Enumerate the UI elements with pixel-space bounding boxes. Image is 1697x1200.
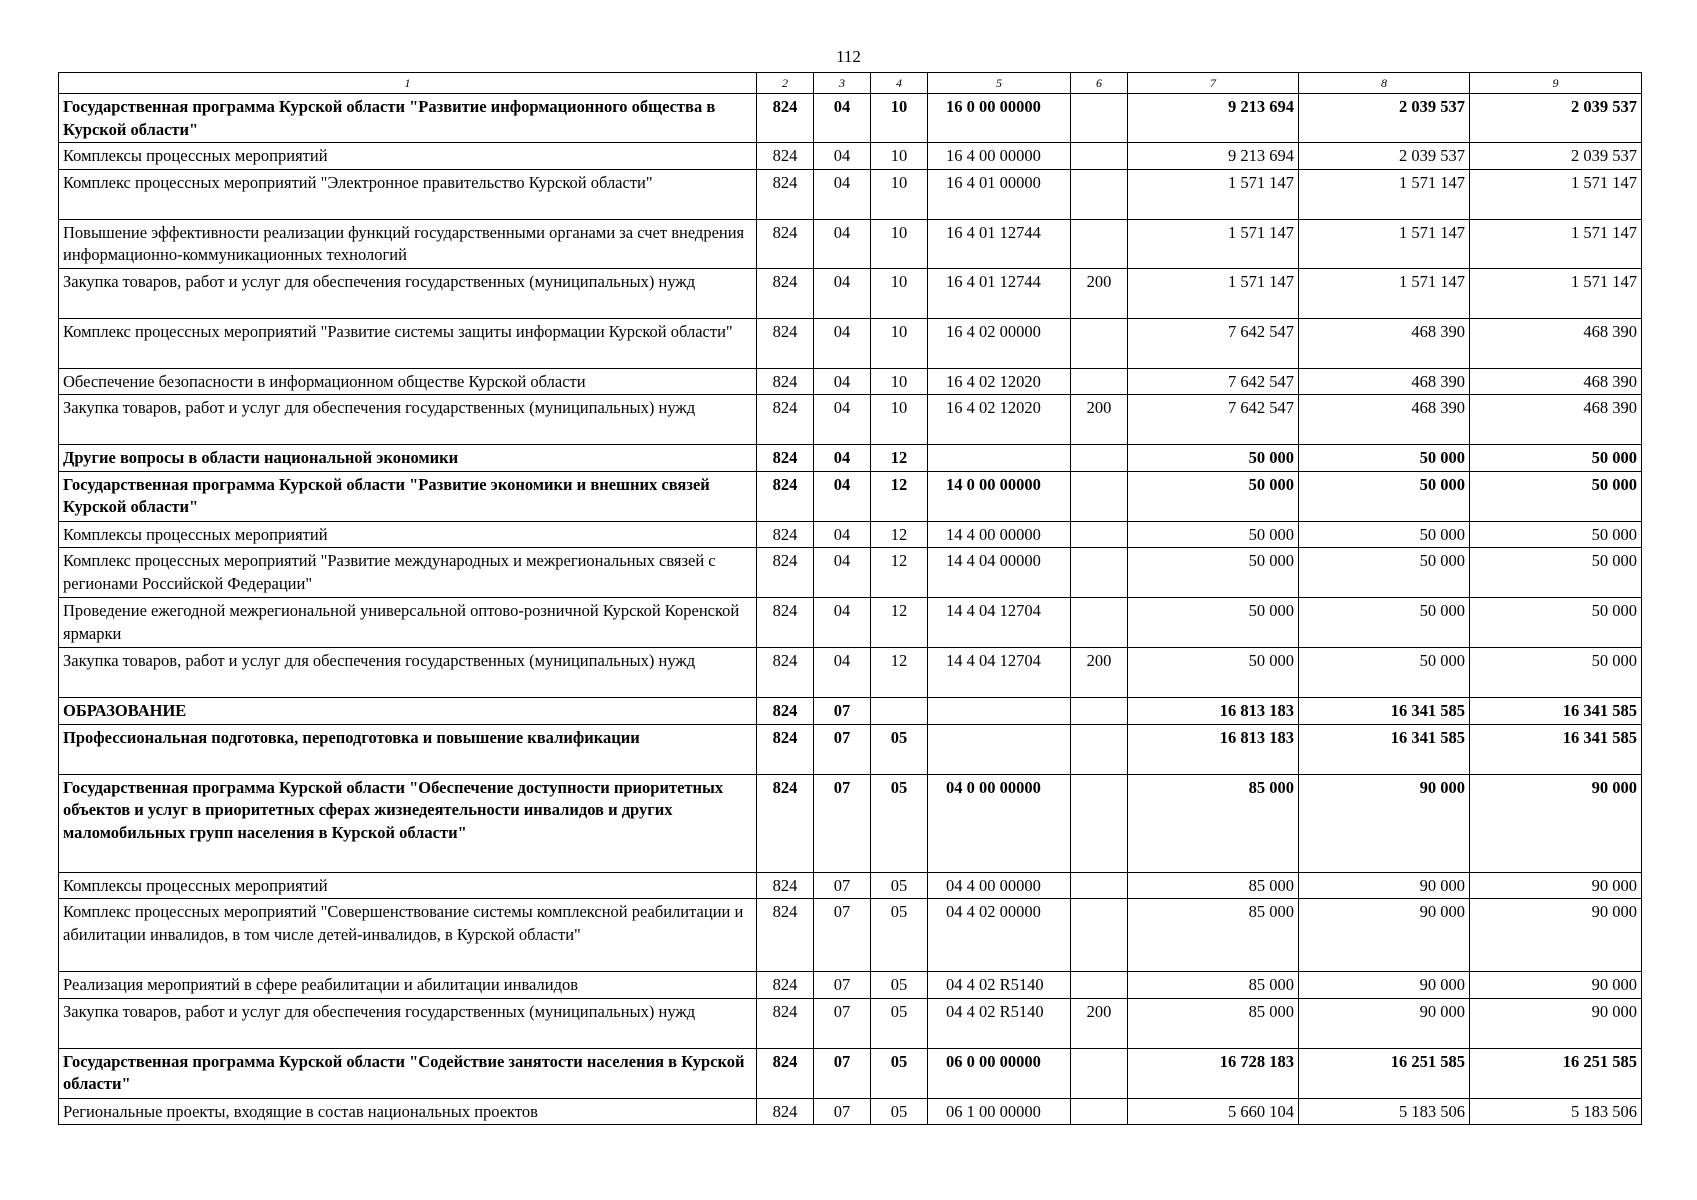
amount-year-3-cell: 5 183 506: [1470, 1098, 1642, 1125]
table-row: [59, 998, 1642, 1048]
subsection-code-cell: 05: [871, 872, 928, 899]
table-row: [59, 1048, 1642, 1098]
target-article-cell: [928, 445, 1071, 472]
subsection-code-cell: 10: [871, 268, 928, 318]
ministry-code-cell: 824: [757, 445, 814, 472]
expense-type-cell: [1071, 471, 1128, 521]
ministry-code-cell: 824: [757, 521, 814, 548]
subsection-code-cell: 10: [871, 94, 928, 143]
target-article-cell: 16 4 01 12744: [928, 219, 1071, 268]
expense-type-cell: [1071, 774, 1128, 872]
row-name-cell: Проведение ежегодной межрегиональной универсальной оптово-розничной Курской Коренской ярмарки: [59, 598, 757, 648]
table-row: [59, 548, 1642, 598]
amount-year-3-cell: 1 571 147: [1470, 219, 1642, 268]
table-row: [59, 169, 1642, 219]
amount-year-1-cell: 85 000: [1128, 998, 1299, 1048]
section-code-cell: 04: [814, 94, 871, 143]
section-code-cell: 04: [814, 395, 871, 445]
table-row: [59, 368, 1642, 395]
amount-year-3-cell: 90 000: [1470, 998, 1642, 1048]
section-code-cell: 07: [814, 1098, 871, 1125]
ministry-code-cell: 824: [757, 872, 814, 899]
section-code-cell: 07: [814, 899, 871, 972]
amount-year-1-cell: 5 660 104: [1128, 1098, 1299, 1125]
row-name-cell: Комплексы процессных мероприятий: [59, 143, 757, 170]
table-row: [59, 268, 1642, 318]
expense-type-cell: [1071, 724, 1128, 774]
amount-year-2-cell: 16 341 585: [1299, 724, 1470, 774]
table-row: [59, 94, 1642, 143]
row-name-cell: Закупка товаров, работ и услуг для обеспечения государственных (муниципальных) нужд: [59, 395, 757, 445]
amount-year-2-cell: 90 000: [1299, 872, 1470, 899]
amount-year-1-cell: 50 000: [1128, 598, 1299, 648]
column-header: 3: [814, 73, 871, 94]
amount-year-3-cell: 50 000: [1470, 648, 1642, 698]
amount-year-1-cell: 9 213 694: [1128, 94, 1299, 143]
column-header: 8: [1299, 73, 1470, 94]
section-code-cell: 04: [814, 169, 871, 219]
table-row: [59, 872, 1642, 899]
amount-year-1-cell: 16 728 183: [1128, 1048, 1299, 1098]
subsection-code-cell: 10: [871, 143, 928, 170]
amount-year-3-cell: 90 000: [1470, 872, 1642, 899]
ministry-code-cell: 824: [757, 774, 814, 872]
expense-type-cell: [1071, 94, 1128, 143]
amount-year-1-cell: 1 571 147: [1128, 169, 1299, 219]
subsection-code-cell: 05: [871, 899, 928, 972]
amount-year-2-cell: 50 000: [1299, 548, 1470, 598]
table-row: [59, 521, 1642, 548]
row-name-cell: Комплексы процессных мероприятий: [59, 521, 757, 548]
ministry-code-cell: 824: [757, 471, 814, 521]
section-code-cell: 07: [814, 1048, 871, 1098]
row-name-cell: Закупка товаров, работ и услуг для обеспечения государственных (муниципальных) нужд: [59, 268, 757, 318]
amount-year-2-cell: 16 251 585: [1299, 1048, 1470, 1098]
amount-year-1-cell: 85 000: [1128, 774, 1299, 872]
amount-year-1-cell: 16 813 183: [1128, 698, 1299, 725]
amount-year-2-cell: 50 000: [1299, 598, 1470, 648]
section-code-cell: 07: [814, 972, 871, 999]
ministry-code-cell: 824: [757, 395, 814, 445]
section-code-cell: 04: [814, 471, 871, 521]
expense-type-cell: [1071, 972, 1128, 999]
ministry-code-cell: 824: [757, 318, 814, 368]
amount-year-1-cell: 50 000: [1128, 471, 1299, 521]
table-row: [59, 724, 1642, 774]
amount-year-1-cell: 85 000: [1128, 972, 1299, 999]
ministry-code-cell: 824: [757, 1048, 814, 1098]
subsection-code-cell: 10: [871, 395, 928, 445]
section-code-cell: 04: [814, 143, 871, 170]
column-number-header-row: [59, 73, 1642, 94]
amount-year-2-cell: 90 000: [1299, 774, 1470, 872]
amount-year-1-cell: 50 000: [1128, 648, 1299, 698]
row-name-cell: Другие вопросы в области национальной экономики: [59, 445, 757, 472]
amount-year-1-cell: 50 000: [1128, 445, 1299, 472]
subsection-code-cell: [871, 698, 928, 725]
subsection-code-cell: 12: [871, 648, 928, 698]
target-article-cell: 04 4 02 R5140: [928, 972, 1071, 999]
amount-year-2-cell: 2 039 537: [1299, 143, 1470, 170]
amount-year-1-cell: 16 813 183: [1128, 724, 1299, 774]
target-article-cell: 06 1 00 00000: [928, 1098, 1071, 1125]
amount-year-3-cell: 468 390: [1470, 395, 1642, 445]
amount-year-2-cell: 468 390: [1299, 368, 1470, 395]
amount-year-3-cell: 2 039 537: [1470, 143, 1642, 170]
table-row: [59, 143, 1642, 170]
column-header: 1: [59, 73, 757, 94]
page-number: 112: [836, 47, 861, 66]
amount-year-3-cell: 90 000: [1470, 972, 1642, 999]
expense-type-cell: [1071, 1098, 1128, 1125]
table-row: [59, 598, 1642, 648]
ministry-code-cell: 824: [757, 368, 814, 395]
amount-year-2-cell: 468 390: [1299, 395, 1470, 445]
expense-type-cell: [1071, 872, 1128, 899]
ministry-code-cell: 824: [757, 143, 814, 170]
amount-year-2-cell: 1 571 147: [1299, 219, 1470, 268]
subsection-code-cell: 12: [871, 445, 928, 472]
section-code-cell: 04: [814, 648, 871, 698]
expense-type-cell: [1071, 169, 1128, 219]
column-header: 6: [1071, 73, 1128, 94]
ministry-code-cell: 824: [757, 648, 814, 698]
ministry-code-cell: 824: [757, 94, 814, 143]
expense-type-cell: 200: [1071, 998, 1128, 1048]
row-name-cell: Профессиональная подготовка, переподготовка и повышение квалификации: [59, 724, 757, 774]
table-row: [59, 1098, 1642, 1125]
subsection-code-cell: 12: [871, 598, 928, 648]
table-row: [59, 899, 1642, 972]
expense-type-cell: 200: [1071, 648, 1128, 698]
column-header: 2: [757, 73, 814, 94]
section-code-cell: 07: [814, 872, 871, 899]
ministry-code-cell: 824: [757, 598, 814, 648]
table-row: [59, 972, 1642, 999]
ministry-code-cell: 824: [757, 548, 814, 598]
amount-year-3-cell: 50 000: [1470, 598, 1642, 648]
expense-type-cell: [1071, 899, 1128, 972]
ministry-code-cell: 824: [757, 724, 814, 774]
ministry-code-cell: 824: [757, 1098, 814, 1125]
amount-year-1-cell: 1 571 147: [1128, 219, 1299, 268]
row-name-cell: Региональные проекты, входящие в состав национальных проектов: [59, 1098, 757, 1125]
amount-year-2-cell: 5 183 506: [1299, 1098, 1470, 1125]
section-code-cell: 04: [814, 521, 871, 548]
row-name-cell: ОБРАЗОВАНИЕ: [59, 698, 757, 725]
amount-year-1-cell: 50 000: [1128, 521, 1299, 548]
amount-year-1-cell: 7 642 547: [1128, 395, 1299, 445]
target-article-cell: [928, 698, 1071, 725]
amount-year-3-cell: 16 341 585: [1470, 698, 1642, 725]
expense-type-cell: [1071, 521, 1128, 548]
amount-year-2-cell: 16 341 585: [1299, 698, 1470, 725]
target-article-cell: 06 0 00 00000: [928, 1048, 1071, 1098]
row-name-cell: Закупка товаров, работ и услуг для обеспечения государственных (муниципальных) нужд: [59, 998, 757, 1048]
column-header: 5: [928, 73, 1071, 94]
target-article-cell: 04 4 02 00000: [928, 899, 1071, 972]
row-name-cell: Обеспечение безопасности в информационном обществе Курской области: [59, 368, 757, 395]
amount-year-3-cell: 50 000: [1470, 445, 1642, 472]
row-name-cell: Комплекс процессных мероприятий "Совершенствование системы комплексной реабилитации и абилитации инвалидов, в том числе детей-инвалидов, в Курской области": [59, 899, 757, 972]
section-code-cell: 04: [814, 268, 871, 318]
amount-year-2-cell: 50 000: [1299, 471, 1470, 521]
row-name-cell: Государственная программа Курской области "Развитие информационного общества в Курской области": [59, 94, 757, 143]
amount-year-3-cell: 1 571 147: [1470, 268, 1642, 318]
row-name-cell: Закупка товаров, работ и услуг для обеспечения государственных (муниципальных) нужд: [59, 648, 757, 698]
row-name-cell: Комплекс процессных мероприятий "Развитие международных и межрегиональных связей с регионами Российской Федерации": [59, 548, 757, 598]
amount-year-1-cell: 9 213 694: [1128, 143, 1299, 170]
target-article-cell: 16 4 00 00000: [928, 143, 1071, 170]
row-name-cell: Повышение эффективности реализации функций государственными органами за счет внедрения информационно-коммуникационных технологий: [59, 219, 757, 268]
target-article-cell: 14 4 00 00000: [928, 521, 1071, 548]
row-name-cell: Комплекс процессных мероприятий "Развитие системы защиты информации Курской области": [59, 318, 757, 368]
table-row: [59, 698, 1642, 725]
table-row: [59, 471, 1642, 521]
section-code-cell: 04: [814, 219, 871, 268]
expense-type-cell: [1071, 1048, 1128, 1098]
section-code-cell: 04: [814, 318, 871, 368]
amount-year-2-cell: 90 000: [1299, 972, 1470, 999]
expense-type-cell: [1071, 445, 1128, 472]
table-row: [59, 318, 1642, 368]
row-name-cell: Комплексы процессных мероприятий: [59, 872, 757, 899]
expense-type-cell: 200: [1071, 268, 1128, 318]
subsection-code-cell: 05: [871, 998, 928, 1048]
target-article-cell: 16 4 02 12020: [928, 395, 1071, 445]
budget-table: [58, 72, 1642, 1125]
ministry-code-cell: 824: [757, 998, 814, 1048]
amount-year-2-cell: 50 000: [1299, 521, 1470, 548]
table-row: [59, 395, 1642, 445]
column-header: 9: [1470, 73, 1642, 94]
amount-year-2-cell: 1 571 147: [1299, 268, 1470, 318]
amount-year-1-cell: 85 000: [1128, 899, 1299, 972]
target-article-cell: 14 0 00 00000: [928, 471, 1071, 521]
subsection-code-cell: 05: [871, 724, 928, 774]
section-code-cell: 04: [814, 368, 871, 395]
subsection-code-cell: 05: [871, 1048, 928, 1098]
amount-year-1-cell: 50 000: [1128, 548, 1299, 598]
target-article-cell: 16 4 01 12744: [928, 268, 1071, 318]
column-header: 4: [871, 73, 928, 94]
amount-year-2-cell: 50 000: [1299, 445, 1470, 472]
row-name-cell: Государственная программа Курской области "Развитие экономики и внешних связей Курской области": [59, 471, 757, 521]
subsection-code-cell: 05: [871, 1098, 928, 1125]
amount-year-3-cell: 90 000: [1470, 899, 1642, 972]
section-code-cell: 07: [814, 724, 871, 774]
target-article-cell: 04 4 00 00000: [928, 872, 1071, 899]
amount-year-1-cell: 85 000: [1128, 872, 1299, 899]
section-code-cell: 07: [814, 698, 871, 725]
amount-year-2-cell: 50 000: [1299, 648, 1470, 698]
column-header: 7: [1128, 73, 1299, 94]
amount-year-2-cell: 90 000: [1299, 998, 1470, 1048]
amount-year-3-cell: 50 000: [1470, 521, 1642, 548]
section-code-cell: 04: [814, 598, 871, 648]
expense-type-cell: [1071, 548, 1128, 598]
target-article-cell: 14 4 04 12704: [928, 648, 1071, 698]
section-code-cell: 07: [814, 774, 871, 872]
amount-year-3-cell: 16 251 585: [1470, 1048, 1642, 1098]
ministry-code-cell: 824: [757, 268, 814, 318]
subsection-code-cell: 10: [871, 318, 928, 368]
expense-type-cell: [1071, 698, 1128, 725]
subsection-code-cell: 12: [871, 471, 928, 521]
subsection-code-cell: 10: [871, 169, 928, 219]
subsection-code-cell: 12: [871, 521, 928, 548]
table-row: [59, 219, 1642, 268]
expense-type-cell: [1071, 598, 1128, 648]
table-row: [59, 648, 1642, 698]
expense-type-cell: [1071, 368, 1128, 395]
expense-type-cell: 200: [1071, 395, 1128, 445]
amount-year-3-cell: 1 571 147: [1470, 169, 1642, 219]
subsection-code-cell: 12: [871, 548, 928, 598]
target-article-cell: 16 4 02 12020: [928, 368, 1071, 395]
section-code-cell: 04: [814, 445, 871, 472]
subsection-code-cell: 10: [871, 219, 928, 268]
ministry-code-cell: 824: [757, 899, 814, 972]
amount-year-3-cell: 50 000: [1470, 548, 1642, 598]
amount-year-3-cell: 468 390: [1470, 368, 1642, 395]
expense-type-cell: [1071, 143, 1128, 170]
target-article-cell: 14 4 04 00000: [928, 548, 1071, 598]
target-article-cell: 16 0 00 00000: [928, 94, 1071, 143]
amount-year-1-cell: 7 642 547: [1128, 318, 1299, 368]
ministry-code-cell: 824: [757, 219, 814, 268]
target-article-cell: 14 4 04 12704: [928, 598, 1071, 648]
expense-type-cell: [1071, 318, 1128, 368]
subsection-code-cell: 05: [871, 972, 928, 999]
amount-year-2-cell: 468 390: [1299, 318, 1470, 368]
row-name-cell: Государственная программа Курской области "Содействие занятости населения в Курской области": [59, 1048, 757, 1098]
table-row: [59, 774, 1642, 872]
ministry-code-cell: 824: [757, 972, 814, 999]
amount-year-3-cell: 2 039 537: [1470, 94, 1642, 143]
target-article-cell: 16 4 01 00000: [928, 169, 1071, 219]
target-article-cell: 04 4 02 R5140: [928, 998, 1071, 1048]
section-code-cell: 07: [814, 998, 871, 1048]
ministry-code-cell: 824: [757, 698, 814, 725]
expense-type-cell: [1071, 219, 1128, 268]
amount-year-3-cell: 50 000: [1470, 471, 1642, 521]
row-name-cell: Комплекс процессных мероприятий "Электронное правительство Курской области": [59, 169, 757, 219]
amount-year-1-cell: 7 642 547: [1128, 368, 1299, 395]
amount-year-3-cell: 468 390: [1470, 318, 1642, 368]
row-name-cell: Реализация мероприятий в сфере реабилитации и абилитации инвалидов: [59, 972, 757, 999]
ministry-code-cell: 824: [757, 169, 814, 219]
target-article-cell: 16 4 02 00000: [928, 318, 1071, 368]
subsection-code-cell: 05: [871, 774, 928, 872]
amount-year-2-cell: 1 571 147: [1299, 169, 1470, 219]
table-row: [59, 445, 1642, 472]
subsection-code-cell: 10: [871, 368, 928, 395]
amount-year-2-cell: 90 000: [1299, 899, 1470, 972]
row-name-cell: Государственная программа Курской области "Обеспечение доступности приоритетных объектов и услуг в приоритетных сферах жизнедеятельности инвалидов и других маломобильных групп населения в Курской области": [59, 774, 757, 872]
amount-year-3-cell: 90 000: [1470, 774, 1642, 872]
target-article-cell: 04 0 00 00000: [928, 774, 1071, 872]
amount-year-3-cell: 16 341 585: [1470, 724, 1642, 774]
amount-year-1-cell: 1 571 147: [1128, 268, 1299, 318]
amount-year-2-cell: 2 039 537: [1299, 94, 1470, 143]
target-article-cell: [928, 724, 1071, 774]
section-code-cell: 04: [814, 548, 871, 598]
